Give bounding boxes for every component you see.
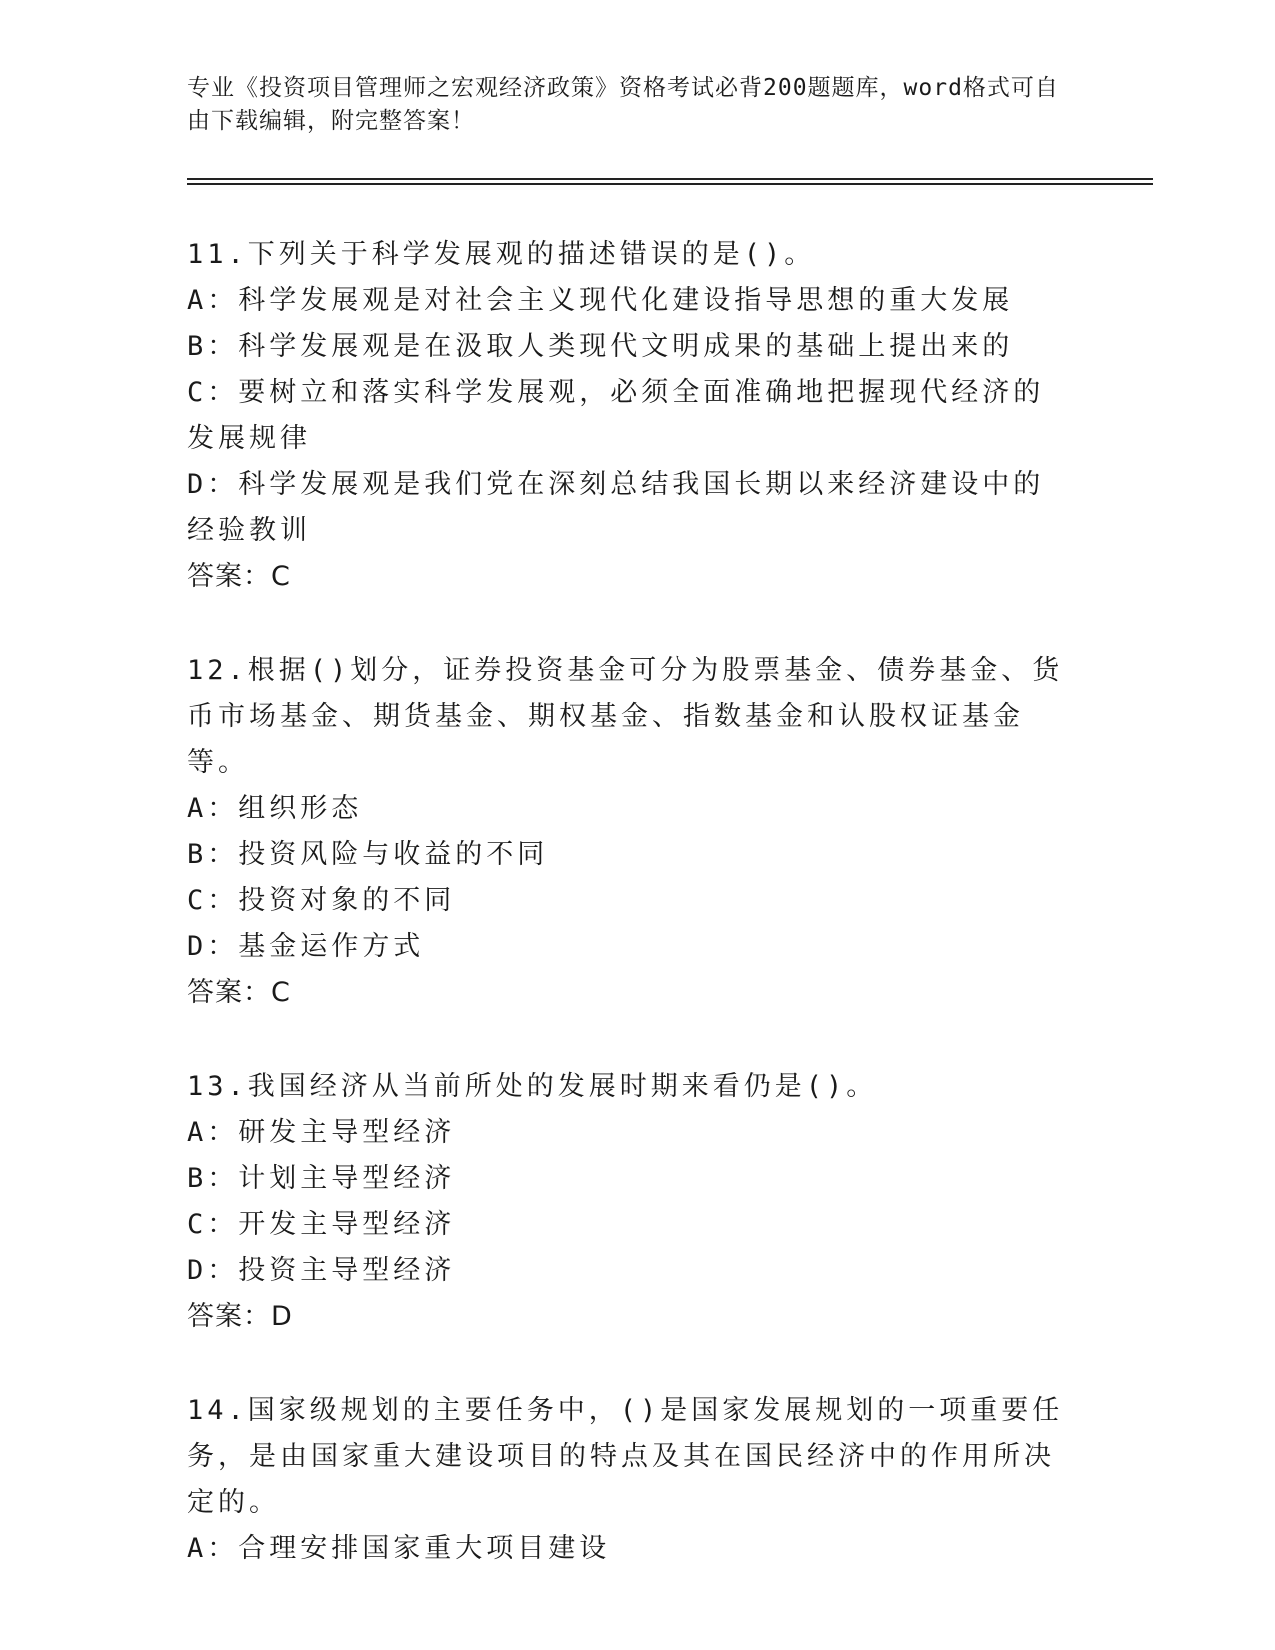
option-b: B：投资风险与收益的不同 xyxy=(187,839,549,870)
header-rule-top xyxy=(187,178,1153,180)
option-b: B：科学发展观是在汲取人类现代文明成果的基础上提出来的 xyxy=(187,331,1014,362)
option-d: D：投资主导型经济 xyxy=(187,1255,456,1286)
header-rule-bottom xyxy=(187,183,1153,185)
option-d: D：科学发展观是我们党在深刻总结我国长期以来经济建设中的经验教训 xyxy=(187,469,1045,546)
question-stem: 14.国家级规划的主要任务中，()是国家发展规划的一项重要任务，是由国家重大建设项目的特点及其在国民经济中的作用所决定的。 xyxy=(187,1395,1064,1518)
option-a: A：科学发展观是对社会主义现代化建设指导思想的重大发展 xyxy=(187,285,1014,316)
question-list xyxy=(187,232,1067,1620)
option-c: C：投资对象的不同 xyxy=(187,885,456,916)
answer-line: 答案：C xyxy=(187,977,291,1008)
question-13 xyxy=(187,1064,1067,1340)
option-c: C：开发主导型经济 xyxy=(187,1209,456,1240)
question-12 xyxy=(187,648,1067,1016)
question-stem: 11.下列关于科学发展观的描述错误的是()。 xyxy=(187,239,816,270)
document-header: 专业《投资项目管理师之宏观经济政策》资格考试必背200题题库，word格式可自由下载编辑，附完整答案！ xyxy=(187,75,1059,134)
question-stem: 12.根据()划分，证券投资基金可分为股票基金、债券基金、货币市场基金、期货基金、期权基金、指数基金和认股权证基金等。 xyxy=(187,655,1064,778)
option-a: A：组织形态 xyxy=(187,793,363,824)
question-11 xyxy=(187,232,1067,600)
question-stem: 13.我国经济从当前所处的发展时期来看仍是()。 xyxy=(187,1071,878,1102)
option-a: A：研发主导型经济 xyxy=(187,1117,456,1148)
option-b: B：计划主导型经济 xyxy=(187,1163,456,1194)
question-14 xyxy=(187,1388,1067,1572)
answer-line: 答案：C xyxy=(187,561,291,592)
answer-line: 答案：D xyxy=(187,1301,293,1332)
option-c: C：要树立和落实科学发展观，必须全面准确地把握现代经济的发展规律 xyxy=(187,377,1045,454)
option-a: A：合理安排国家重大项目建设 xyxy=(187,1533,611,1564)
option-d: D：基金运作方式 xyxy=(187,931,425,962)
